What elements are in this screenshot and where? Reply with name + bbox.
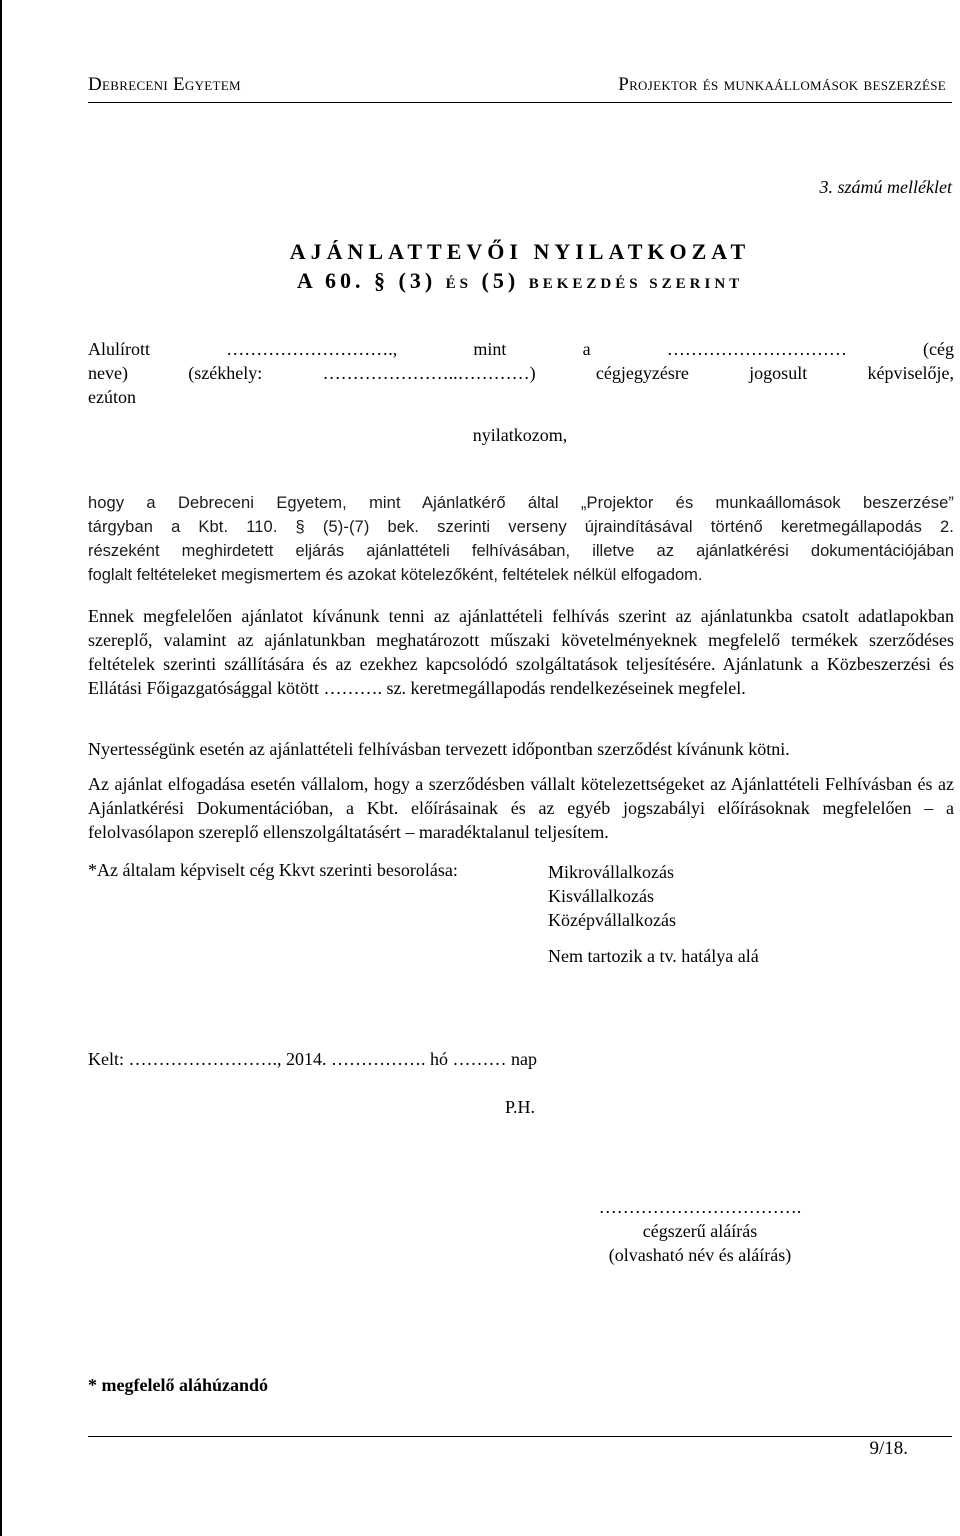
category-option-micro: Mikrovállalkozás: [548, 862, 674, 882]
subtitle-prefix: A 60.: [296, 268, 365, 293]
document-subtitle: [0, 268, 960, 294]
category-option-small: Kisvállalkozás: [548, 886, 654, 906]
section-sign: §: [374, 268, 390, 293]
page-header: [88, 74, 952, 103]
subtitle-es: ÉS: [445, 276, 473, 292]
para1-line-1: hogy a Debreceni Egyetem, mint Ajánlatkérő által „Projektor és munkaállomások beszerzése”: [88, 494, 954, 512]
intro-line-2: neve) (székhely: …………………..…………) cégjegyzésre jogosult képviselője,: [88, 363, 954, 383]
declaration-word: nyilatkozom,: [472, 425, 568, 445]
para1-line-3: részeként meghirdetett eljárás ajánlattételi felhívásában, illetve az ajánlatkérési dokumentációjában: [88, 542, 954, 560]
category-label: *Az általam képviselt cég Kkvt szerinti besorolása:: [88, 860, 458, 880]
date-line: Kelt: ……………………., 2014. ……………. hó ……… nap: [88, 1049, 537, 1069]
para4: Az ajánlat elfogadása esetén vállalom, hogy a szerződésben vállalt kötelezettségeket az Ajánlattételi Felhívásban és az Ajánlatkérési Dokumentációban, a Kbt. előírásainak és az egyéb jogszabályi előírásoknak megfelelően – a felolvasólapon szereplő ellenszolgáltatásért – maradéktalanul teljesítem.: [88, 774, 954, 842]
subtitle-paragraph-5: (5): [481, 268, 520, 293]
signature-block: [480, 1195, 920, 1267]
category-option-none: Nem tartozik a tv. hatálya alá: [548, 946, 759, 966]
signature-label: cégszerű aláírás: [642, 1221, 758, 1241]
header-project-title: Projektor és munkaállomások beszerzése: [618, 74, 946, 95]
document-title: AJÁNLATTEVŐI NYILATKOZAT: [289, 239, 751, 264]
subtitle-paragraph-3: (3): [398, 268, 437, 293]
signature-dots: …………………………….: [598, 1197, 802, 1217]
footer-divider: [88, 1436, 952, 1437]
page-frame-left: [0, 0, 2, 1536]
category-options: [548, 860, 759, 968]
header-institution: Debreceni Egyetem: [88, 74, 241, 95]
para2: Ennek megfelelően ajánlatot kívánunk tenni az ajánlattételi felhívás szerint az ajánlatunkba csatolt adatlapokban szereplő, valamint az ajánlatunkban meghatározott műszaki követelményeknek megfelelő termékek szerződéses feltételek szerinti szállítására és az ezekhez kapcsolódó szolgáltatások teljesítésére. Ajánlatunk a Közbeszerzési és Ellátási Főigazgatósággal kötött ………. sz. keretmegállapodás rendelkezéseinek megfelel.: [88, 606, 954, 698]
annex-label: 3. számú melléklet: [819, 177, 952, 197]
para1-line-2: tárgyban a Kbt. 110. § (5)-(7) bek. szerinti verseny újraindításával történő keretmegállapodás 2.: [88, 518, 954, 536]
subtitle-suffix: BEKEZDÉS SZERINT: [528, 276, 744, 292]
signature-sub: (olvasható név és aláírás): [608, 1245, 792, 1265]
footnote: * megfelelő aláhúzandó: [88, 1375, 268, 1395]
page-number: 9/18.: [869, 1438, 908, 1459]
intro-line-3: ezúton: [88, 387, 136, 407]
para1-line-4: foglalt feltételeket megismertem és azokat kötelezőként, feltételek nélkül elfogadom.: [88, 566, 703, 584]
intro-line-1: Alulírott ………………………., mint a ………………………… (cég: [88, 339, 954, 359]
para3: Nyertességünk esetén az ajánlattételi felhívásban tervezett időpontban szerződést kívánunk kötni.: [88, 739, 790, 759]
stamp-placeholder: P.H.: [504, 1097, 535, 1117]
category-option-medium: Középvállalkozás: [548, 910, 676, 930]
